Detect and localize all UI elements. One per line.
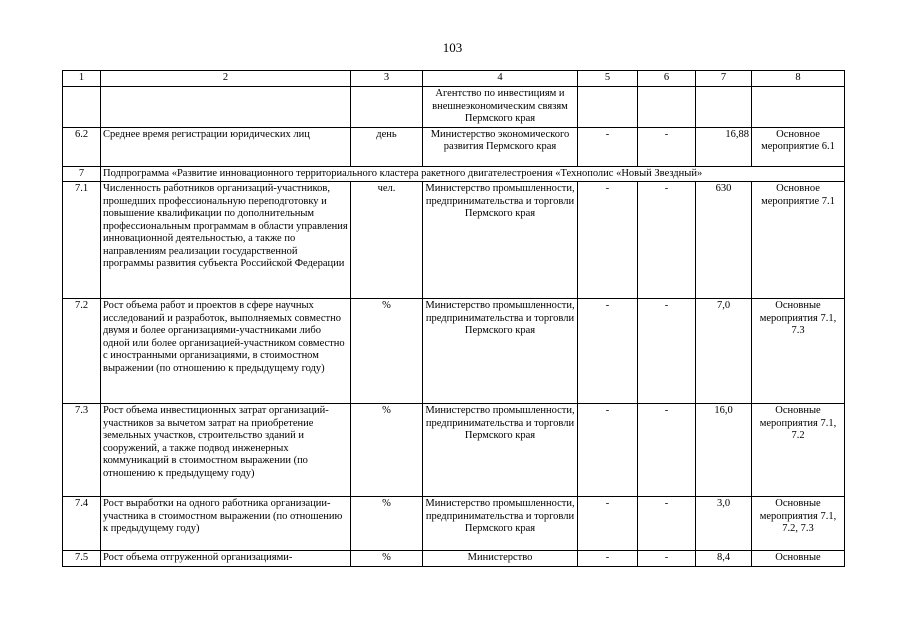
value-col7: 16,88 (696, 127, 752, 166)
row-number: 7.5 (63, 551, 101, 567)
value-col6: - (638, 551, 696, 567)
indicator-name: Численность работников организаций-участников, прошедших профессиональную переподготовку и повышение квалификации по дополнительным профессиональным программам в области управления инновационной деятельностью, а также по направлениям реализации государственной программы развития субъекта Российской Федерации (101, 182, 351, 299)
related-activity: Основное мероприятие 6.1 (752, 127, 845, 166)
value-col6 (638, 87, 696, 128)
value-col5: - (578, 404, 638, 497)
related-activity (752, 87, 845, 128)
table-row (63, 182, 845, 299)
row-number: 7.3 (63, 404, 101, 497)
column-number-row (63, 71, 845, 87)
column-header: 7 (696, 71, 752, 87)
value-col6: - (638, 299, 696, 404)
column-header: 4 (423, 71, 578, 87)
responsible-agency: Министерство промышленности, предпринимательства и торговли Пермского края (423, 182, 578, 299)
subprogram-title: Подпрограмма «Развитие инновационного территориального кластера ракетного двигателестроения «Технополис «Новый Звездный» (101, 166, 845, 182)
responsible-agency: Министерство экономического развития Пермского края (423, 127, 578, 166)
value-col7: 16,0 (696, 404, 752, 497)
related-activity: Основные (752, 551, 845, 567)
value-col6: - (638, 182, 696, 299)
subprogram-number: 7 (63, 166, 101, 182)
column-header: 2 (101, 71, 351, 87)
responsible-agency: Министерство промышленности, предпринимательства и торговли Пермского края (423, 497, 578, 551)
indicators-table (62, 70, 845, 567)
value-col7: 8,4 (696, 551, 752, 567)
responsible-agency: Министерство (423, 551, 578, 567)
related-activity: Основные мероприятия 7.1, 7.2 (752, 404, 845, 497)
column-header: 6 (638, 71, 696, 87)
table-row (63, 404, 845, 497)
row-number: 7.2 (63, 299, 101, 404)
value-col5: - (578, 182, 638, 299)
indicator-name: Рост объема работ и проектов в сфере научных исследований и разработок, выполняемых совместно двумя и более организациями-участниками либо одной или более организацией-участником совместно с иностранными организациями, в стоимостном выражении (по отношению к предыдущему году) (101, 299, 351, 404)
page-number: 103 (442, 40, 463, 55)
value-col6: - (638, 127, 696, 166)
value-col7: 630 (696, 182, 752, 299)
subprogram-row (63, 166, 845, 182)
indicator-name: Рост объема инвестиционных затрат организаций-участников за вычетом затрат на приобретение земельных участков, строительство зданий и сооружений, а также подвод инженерных коммуникаций в стоимостном выражении (по отношению к предыдущему году) (101, 404, 351, 497)
table-row (63, 127, 845, 166)
value-col5: - (578, 127, 638, 166)
responsible-agency: Министерство промышленности, предпринимательства и торговли Пермского края (423, 299, 578, 404)
row-number: 7.4 (63, 497, 101, 551)
value-col7: 3,0 (696, 497, 752, 551)
value-col5: - (578, 299, 638, 404)
column-header: 1 (63, 71, 101, 87)
indicator-name: Рост выработки на одного работника организации-участника в стоимостном выражении (по отношению к предыдущему году) (101, 497, 351, 551)
related-activity: Основное мероприятие 7.1 (752, 182, 845, 299)
unit: % (351, 404, 423, 497)
unit (351, 87, 423, 128)
responsible-agency: Агентство по инвестициям и внешнеэкономическим связям Пермского края (423, 87, 578, 128)
unit: % (351, 299, 423, 404)
value-col5: - (578, 497, 638, 551)
row-number: 7.1 (63, 182, 101, 299)
column-header: 5 (578, 71, 638, 87)
row-number (63, 87, 101, 128)
value-col6: - (638, 404, 696, 497)
indicator-name: Рост объема отгруженной организациями- (101, 551, 351, 567)
table-row (63, 497, 845, 551)
value-col6: - (638, 497, 696, 551)
unit: день (351, 127, 423, 166)
value-col7: 7,0 (696, 299, 752, 404)
column-header: 3 (351, 71, 423, 87)
indicator-name (101, 87, 351, 128)
table-row (63, 299, 845, 404)
related-activity: Основные мероприятия 7.1, 7.2, 7.3 (752, 497, 845, 551)
column-header: 8 (752, 71, 845, 87)
row-number: 6.2 (63, 127, 101, 166)
responsible-agency: Министерство промышленности, предпринимательства и торговли Пермского края (423, 404, 578, 497)
unit: чел. (351, 182, 423, 299)
value-col7 (696, 87, 752, 128)
table-row (63, 87, 845, 128)
unit: % (351, 551, 423, 567)
indicator-name: Среднее время регистрации юридических лиц (101, 127, 351, 166)
table-row (63, 551, 845, 567)
value-col5 (578, 87, 638, 128)
unit: % (351, 497, 423, 551)
value-col5: - (578, 551, 638, 567)
related-activity: Основные мероприятия 7.1, 7.3 (752, 299, 845, 404)
